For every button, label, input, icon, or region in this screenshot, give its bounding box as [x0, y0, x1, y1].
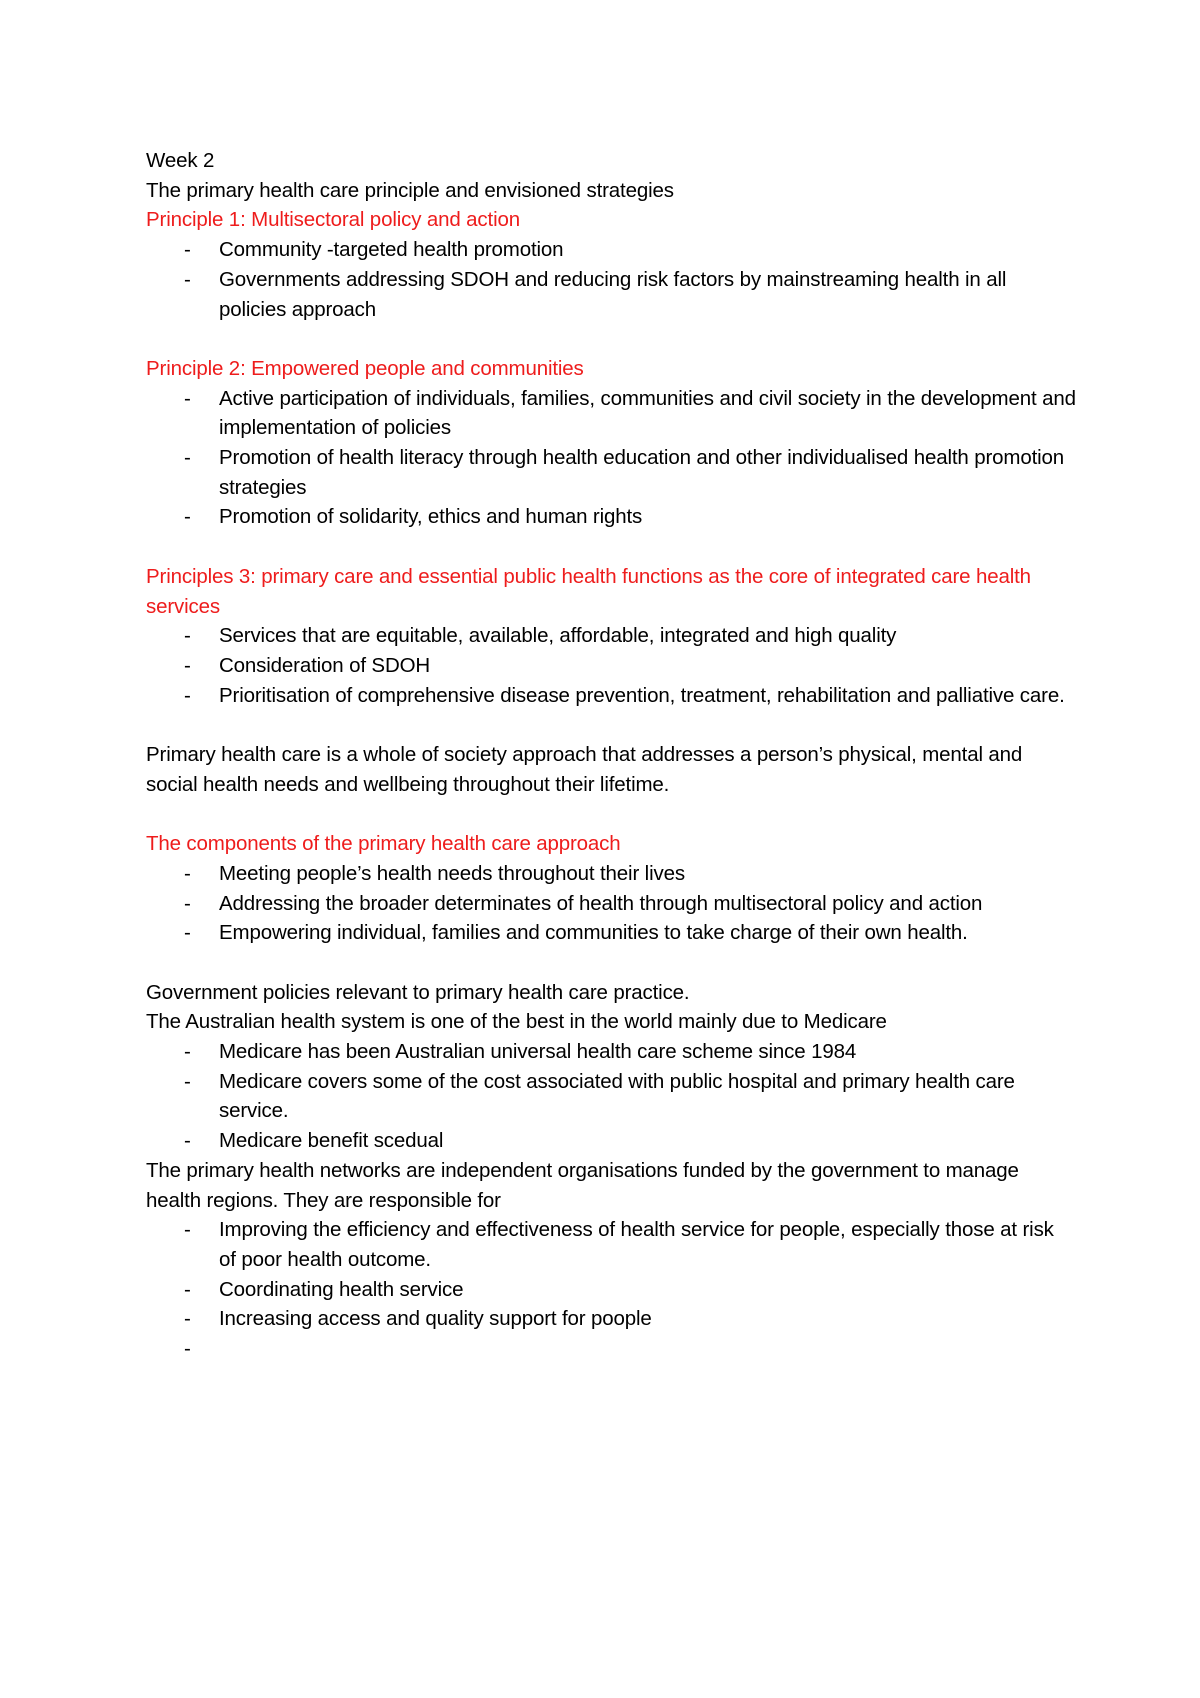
list-item-text: Addressing the broader determinates of health through multisectoral policy and action [219, 891, 983, 915]
list-item [146, 681, 1076, 711]
list-item-text: Meeting people’s health needs throughout their lives [219, 861, 685, 885]
list-item [146, 1215, 1076, 1274]
dash-bullet: - [184, 1277, 191, 1301]
list-item-text: Increasing access and quality support for poople [219, 1307, 652, 1331]
list-item [146, 443, 1076, 502]
dash-bullet: - [184, 505, 191, 529]
intro-line: The primary health care principle and envisioned strategies [146, 178, 674, 202]
list-item-text: Active participation of individuals, families, communities and civil society in the development and implementation of policies [219, 386, 1076, 440]
medicare-list [146, 1037, 1076, 1156]
list-item [146, 651, 1076, 681]
dash-bullet: - [184, 921, 191, 945]
list-item [146, 1067, 1076, 1126]
gov-policies-line: Government policies relevant to primary health care practice. [146, 980, 690, 1004]
list-item-text: Consideration of SDOH [219, 653, 431, 677]
dash-bullet: - [184, 1129, 191, 1153]
dash-bullet: - [184, 891, 191, 915]
list-item [146, 918, 1076, 948]
phn-list [146, 1215, 1076, 1364]
list-item-empty [146, 1334, 1076, 1364]
week-label: Week 2 [146, 149, 215, 172]
spacer [146, 710, 1076, 740]
principle-2-list [146, 384, 1076, 533]
spacer [146, 324, 1076, 354]
list-item [146, 265, 1076, 324]
document-page [146, 146, 1076, 1364]
dash-bullet: - [184, 1337, 191, 1361]
list-item [146, 502, 1076, 532]
dash-bullet: - [184, 653, 191, 677]
list-item-text: Prioritisation of comprehensive disease prevention, treatment, rehabilitation and palliative care. [219, 683, 1065, 707]
spacer [146, 948, 1076, 978]
list-item-text: Medicare covers some of the cost associated with public hospital and primary health care service. [219, 1069, 1015, 1123]
list-item-text: Governments addressing SDOH and reducing risk factors by mainstreaming health in all policies approach [219, 267, 1007, 321]
list-item [146, 1126, 1076, 1156]
phn-paragraph: The primary health networks are independent organisations funded by the government to manage health regions. They are responsible for [146, 1158, 1019, 1212]
phc-paragraph: Primary health care is a whole of society approach that addresses a person’s physical, mental and social health needs and wellbeing throughout their lifetime. [146, 743, 1023, 796]
dash-bullet: - [184, 861, 191, 885]
list-item-text: Empowering individual, families and communities to take charge of their own health. [219, 921, 968, 945]
list-item [146, 235, 1076, 265]
dash-bullet: - [184, 267, 191, 291]
dash-bullet: - [184, 446, 191, 470]
dash-bullet: - [184, 683, 191, 707]
principle-3-heading: Principles 3: primary care and essential public health functions as the core of integrated care health services [146, 564, 1031, 618]
principle-1-heading: Principle 1: Multisectoral policy and action [146, 208, 520, 232]
list-item-text: Improving the efficiency and effectiveness of health service for people, especially those at risk of poor health outcome. [219, 1218, 1054, 1271]
dash-bullet: - [184, 1040, 191, 1064]
principle-3-list [146, 621, 1076, 710]
dash-bullet: - [184, 386, 191, 410]
components-heading: The components of the primary health care approach [146, 832, 621, 856]
list-item [146, 859, 1076, 889]
dash-bullet: - [184, 624, 191, 648]
list-item-text: Community -targeted health promotion [219, 238, 564, 262]
principle-1-list [146, 235, 1076, 324]
principle-2-heading: Principle 2: Empowered people and communities [146, 356, 584, 380]
australian-system-line: The Australian health system is one of the best in the world mainly due to Medicare [146, 1010, 887, 1034]
list-item-text: Coordinating health service [219, 1277, 464, 1301]
list-item-text: Services that are equitable, available, affordable, integrated and high quality [219, 624, 897, 648]
list-item-text: Promotion of health literacy through health education and other individualised health promotion strategies [219, 446, 1065, 499]
list-item [146, 889, 1076, 919]
list-item [146, 384, 1076, 443]
list-item [146, 1275, 1076, 1305]
list-item-text: Promotion of solidarity, ethics and human rights [219, 505, 643, 529]
spacer [146, 532, 1076, 562]
list-item [146, 621, 1076, 651]
dash-bullet: - [184, 238, 191, 262]
dash-bullet: - [184, 1069, 191, 1093]
dash-bullet: - [184, 1218, 191, 1242]
components-list [146, 859, 1076, 948]
spacer [146, 799, 1076, 829]
list-item [146, 1037, 1076, 1067]
list-item [146, 1304, 1076, 1334]
list-item-text: Medicare has been Australian universal health care scheme since 1984 [219, 1040, 857, 1064]
list-item-text: Medicare benefit scedual [219, 1129, 444, 1153]
dash-bullet: - [184, 1307, 191, 1331]
